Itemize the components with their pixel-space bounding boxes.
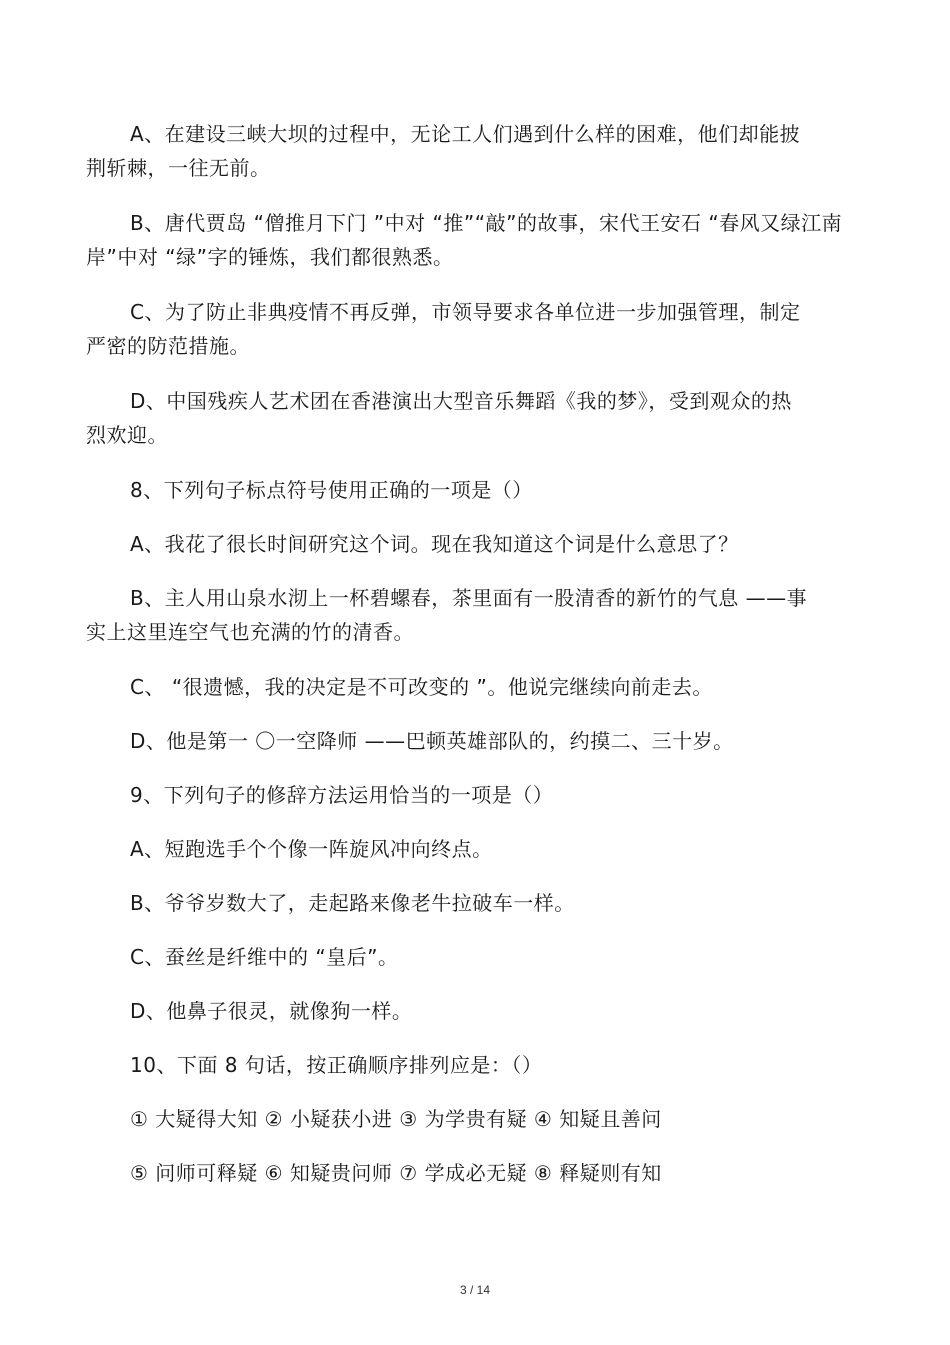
q7-option-b-line1: B、唐代贾岛 “僧推月下门 ”中对 “推”“敲”的故事，宋代王安石 “春风又绿江南: [130, 211, 843, 235]
q8-stem: 8、下列句子标点符号使用正确的一项是（）: [130, 478, 533, 502]
q9-option-d: D、他鼻子很灵，就像狗一样。: [130, 999, 413, 1023]
q9-stem: 9、下列句子的修辞方法运用恰当的一项是（）: [130, 783, 554, 807]
q8-option-b-line2: 实上这里连空气也充满的竹的清香。: [86, 620, 414, 644]
q7-option-d-line1: D、中国残疾人艺术团在香港演出大型音乐舞蹈《我的梦》，受到观众的热: [130, 389, 792, 413]
q7-option-a-line1: A、在建设三峡大坝的过程中，无论工人们遇到什么样的困难，他们却能披: [130, 122, 801, 146]
q10-stem: 10、下面 8 句话，按正确顺序排列应是：（）: [130, 1053, 543, 1077]
q7-option-c-line2: 严密的防范措施。: [86, 334, 250, 358]
q9-option-c: C、蚕丝是纤维中的 “皇后”。: [130, 945, 399, 969]
q8-option-d: D、他是第一 〇一空降师 ——巴顿英雄部队的，约摸二、三十岁。: [130, 729, 734, 753]
q8-option-c: C、 “很遗憾，我的决定是不可改变的 ”。他说完继续向前走去。: [130, 675, 713, 699]
q8-option-a: A、我花了很长时间研究这个词。现在我知道这个词是什么意思了？: [130, 532, 739, 556]
q9-option-b: B、爷爷岁数大了，走起路来像老牛拉破车一样。: [130, 891, 575, 915]
q9-option-a: A、短跑选手个个像一阵旋风冲向终点。: [130, 837, 493, 861]
q10-sentences-row1: ① 大疑得大知 ② 小疑获小进 ③ 为学贵有疑 ④ 知疑且善问: [130, 1107, 662, 1131]
page-number: 3 / 14: [459, 1283, 491, 1297]
q10-sentences-row2: ⑤ 问师可释疑 ⑥ 知疑贵问师 ⑦ 学成必无疑 ⑧ 释疑则有知: [130, 1161, 662, 1185]
q7-option-d-line2: 烈欢迎。: [86, 423, 168, 447]
q7-option-a-line2: 荆斩棘，一往无前。: [86, 156, 271, 180]
q8-option-b-line1: B、主人用山泉水沏上一杯碧螺春，茶里面有一股清香的新竹的气息 ——事: [130, 586, 808, 610]
q7-option-c-line1: C、为了防止非典疫情不再反弹，市领导要求各单位进一步加强管理，制定: [130, 300, 801, 324]
q7-option-b-line2: 岸”中对 “绿”字的锤炼，我们都很熟悉。: [86, 245, 454, 269]
